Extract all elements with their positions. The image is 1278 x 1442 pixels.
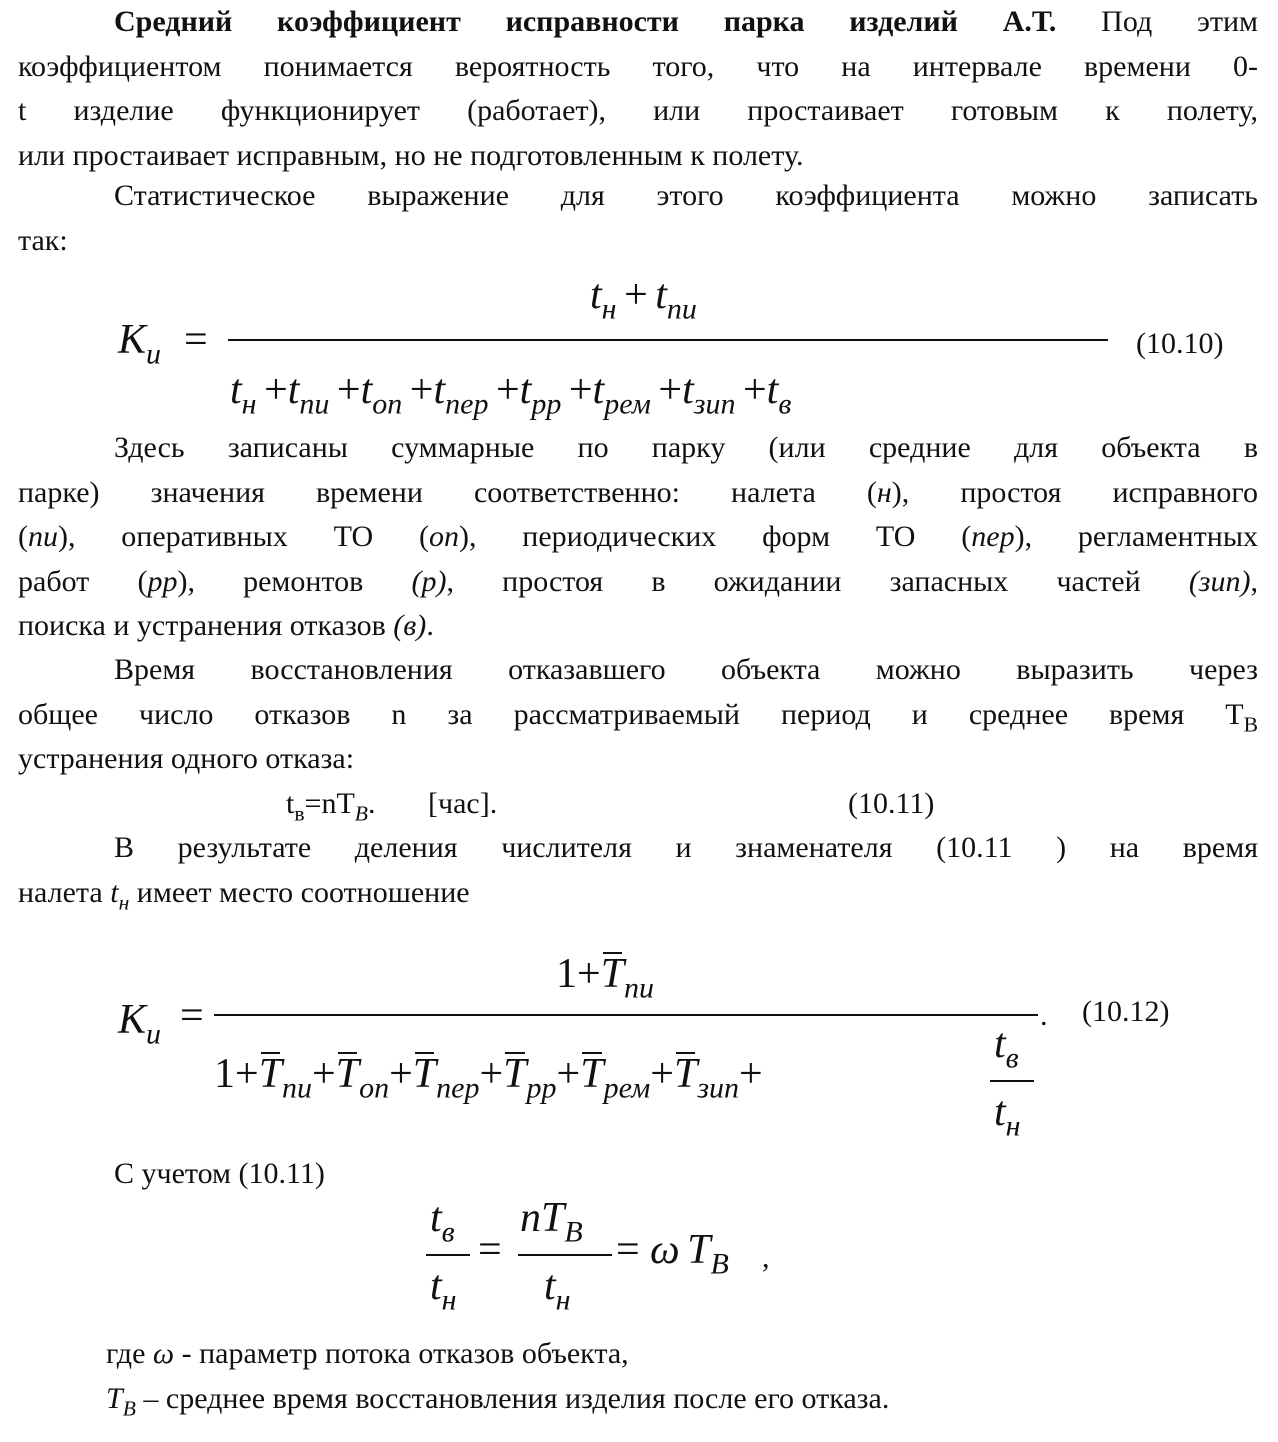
paragraph-4-line-3: устранения одного отказа: — [18, 742, 355, 775]
paragraph-3 — [18, 426, 1258, 649]
eq4-equals-2: = — [616, 1227, 640, 1273]
paragraph-1-line-1: Средний коэффициент исправности парка изделий А.Т. Под этим — [114, 5, 1259, 38]
eq3-number: (10.12) — [1082, 995, 1170, 1028]
eq3-equals: = — [180, 993, 204, 1039]
paragraph-3-line-2: парке) значения времени соответственно: налета (н), простоя исправного — [18, 475, 1258, 509]
eq3-subfrac-bar — [990, 1080, 1034, 1082]
paragraph-6-line-1: С учетом (10.11) — [114, 1157, 325, 1190]
paragraph-3-line-3: (пи), оперативных ТО (оп), периодических форм ТО (пер), регламентных — [18, 520, 1258, 553]
eq4-c: $nT_B$ — [520, 1195, 583, 1249]
paragraph-3-line-5: поиска и устранения отказов (в). — [18, 609, 434, 642]
paragraph-1 — [18, 0, 1258, 178]
paragraph-1-line-2: коэффициентом понимается вероятность того, что на интервале времени 0- — [18, 49, 1258, 83]
eq1-lhs: $K_и$ — [118, 317, 162, 371]
eq1-numerator: $t_н + t_{пи}$ — [590, 272, 697, 326]
paragraph-1-line-4: или простаивает исправным, но не подготовленным к полету. — [18, 138, 804, 172]
eq3-subfrac-denominator: $t_н$ — [994, 1089, 1021, 1143]
paragraph-6 — [18, 1152, 1258, 1197]
paragraph-4-line-1: Время восстановления отказавшего объекта можно выразить через — [114, 653, 1258, 686]
paragraph-2 — [18, 174, 1258, 263]
eq3-lhs: $K_и$ — [118, 997, 162, 1051]
eq3-fraction-bar — [214, 1014, 1038, 1016]
paragraph-4-line-2: общее число отказов n за рассматриваемый период и среднее время $Т_В$ — [18, 697, 1258, 737]
eq1-denominator: $t_н +t_{пи} +t_{оп} +t_{пер} +t_{рр} +t_{рем} +t_{зип} +t_в$ — [230, 367, 792, 421]
paragraph-7 — [18, 1332, 1258, 1421]
eq4-bar-2 — [518, 1254, 612, 1256]
paragraph-7-line-1: где ω - параметр потока отказов объекта, — [106, 1337, 629, 1370]
paragraph-4 — [18, 648, 1258, 782]
eq4-d: $t_н$ — [544, 1263, 571, 1317]
eq3-denominator: $1+T_{пи}+T_{оп}+T_{пер}+T_{рр}+T_{рем}+T_{зип}+$ — [214, 1051, 763, 1105]
eq4-equals-1: = — [478, 1227, 502, 1273]
eq3-dot: . — [1040, 999, 1048, 1032]
paragraph-7-line-2: $T_B$ – среднее время восстановления изделия после его отказа. — [106, 1381, 890, 1421]
paragraph-2-line-1: Статистическое выражение для этого коэффициента можно записать — [114, 179, 1258, 212]
eq4-bar-1 — [426, 1254, 470, 1256]
eq2-number: (10.11) — [848, 787, 935, 820]
eq1-fraction-bar — [228, 339, 1108, 341]
eq4-omega-T: ω $T_B$ — [650, 1227, 729, 1281]
paragraph-1-line-3: t изделие функционирует (работает), или простаивает готовым к полету, — [18, 94, 1258, 127]
eq4-b: $t_н$ — [430, 1263, 457, 1317]
paragraph-3-line-4: работ (рр), ремонтов (р), простоя в ожидании запасных частей (зип), — [18, 564, 1258, 598]
eq3-numerator: $1+T_{пи}$ — [556, 951, 655, 1005]
eq2-expression: $t_в=nT_B$. — [286, 787, 376, 826]
paragraph-5-line-1: В результате деления числителя и знаменателя (10.11 ) на время — [114, 831, 1258, 864]
paragraph-3-line-1: Здесь записаны суммарные по парку (или средние для объекта в — [114, 431, 1258, 464]
eq4-a: $t_в$ — [430, 1195, 455, 1249]
paragraph-5 — [18, 826, 1258, 915]
eq1-equals: = — [184, 317, 208, 363]
eq1-number: (10.10) — [1136, 327, 1224, 360]
eq2-unit: [час]. — [428, 787, 498, 820]
section-title: Средний коэффициент исправности парка изделий А.Т. — [114, 5, 1057, 38]
eq4-comma: , — [762, 1241, 770, 1274]
paragraph-5-line-2: налета $t_н$ имеет место соотношение — [18, 875, 470, 915]
paragraph-2-line-2: так: — [18, 223, 68, 257]
eq3-subfrac-numerator: $t_в$ — [994, 1021, 1019, 1075]
